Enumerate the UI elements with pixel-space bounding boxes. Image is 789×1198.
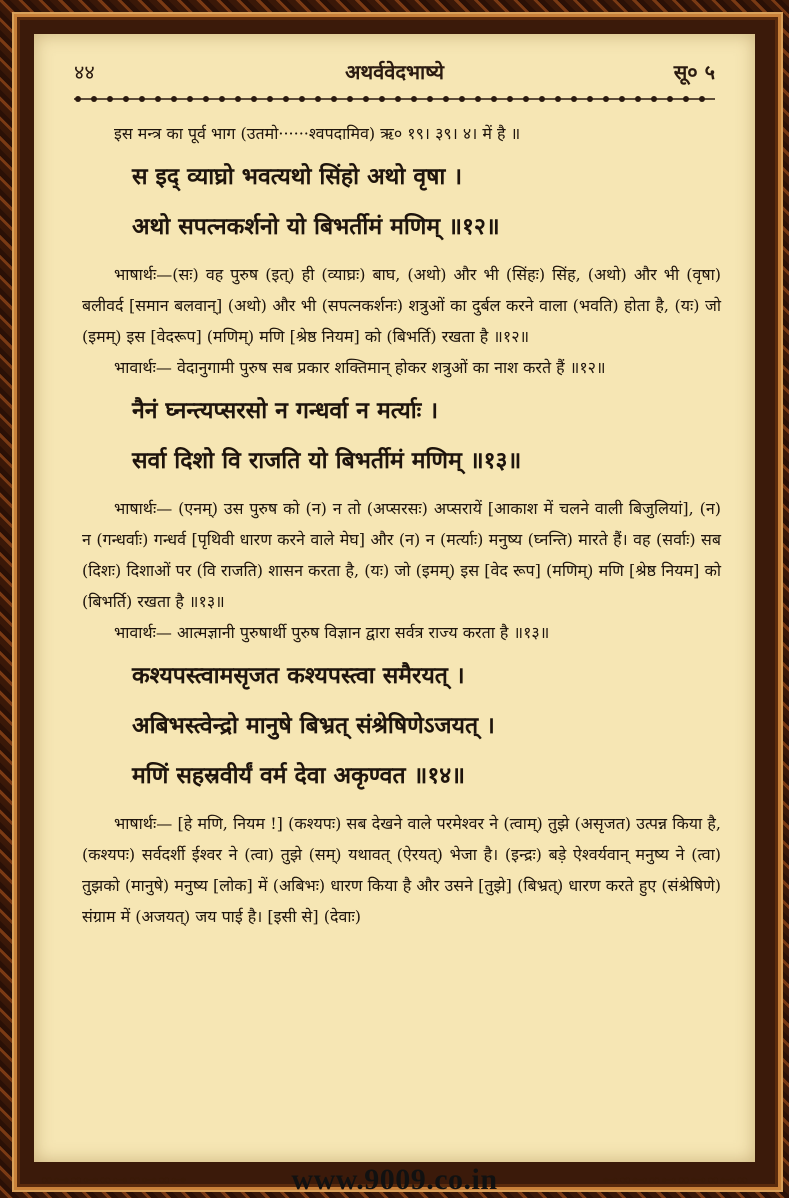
page-header <box>74 56 715 90</box>
page-content <box>82 118 721 932</box>
footer-bar <box>0 1162 789 1198</box>
footer-ornament-right: ⊷∞⊷∞⊷∞⊷∞⊷∞ <box>602 1170 749 1189</box>
footer-website-link[interactable]: www.9009.co.in <box>291 1163 498 1196</box>
footer-ornament-left: ∞⊶∞⊶∞⊶∞⊶∞⊶ <box>40 1170 187 1189</box>
verse-14-line-3: मणिं सहस्रवीर्यं वर्म देवा अकृण्वत ॥१४॥ <box>132 762 466 789</box>
book-page <box>34 34 755 1162</box>
verse-13-line-1: नैनं घ्नन्त्यप्सरसो न गन्धर्वा न मर्त्याः । <box>132 397 439 424</box>
book-title: अथर्ववेदभाष्ये <box>345 60 444 84</box>
bhavarth-12: भावार्थः— वेदानुगामी पुरुष सब प्रकार शक्तिमान् होकर शत्रुओं का नाश करते हैं ॥१२॥ <box>114 358 606 377</box>
bhasharth-14: भाषार्थः— [हे मणि, नियम !] (कश्यपः) सब देखने वाले परमेश्वर ने (त्वाम्) तुझे (असृजत) उत्पन्न किया है, (कश्यपः) सर्वदर्शी ईश्वर ने (त्वा) तुझे (सम्) यथावत् (ऐरयत्) भेजा है। (इन्द्रः) बड़े ऐश्वर्यवान् मनुष्य ने (त्वा) तुझको (मानुषे) मनुष्य [लोक] में (अबिभः) धारण किया है और उसने [तुझे] (बिभ्रत्) धारण करते हुए (संश्रेषिणे) संग्राम में (अजयत्) जय पाई है। [इसी से] (देवाः) <box>82 814 721 926</box>
intro-note: इस मन्त्र का पूर्व भाग (उतमो······श्वपदामिव) ऋ० १९। ३९। ४। में है ॥ <box>114 124 521 143</box>
verse-14-line-2: अबिभस्त्वेन्द्रो मानुषे बिभ्रत् संश्रेषिणेऽजयत् । <box>132 712 495 739</box>
page-number: ४४ <box>74 60 95 84</box>
verse-12-line-2: अथो सपत्नकर्शनो यो बिभर्तीमं मणिम् ॥१२॥ <box>132 213 500 240</box>
verse-12-line-1: स इद् व्याघ्रो भवत्यथो सिंहो अथो वृषा । <box>132 163 463 190</box>
bhasharth-12: भाषार्थः—(सः) वह पुरुष (इत्) ही (व्याघ्रः) बाघ, (अथो) और भी (सिंहः) सिंह, (अथो) और भी (वृषा) बलीवर्द [समान बलवान्] (अथो) और भी (सपत्नकर्शनः) शत्रुओं का दुर्बल करने वाला (भवति) होता है, (यः) जो (इमम्) इस [वेदरूप] (मणिम्) मणि [श्रेष्ठ नियम] को (बिभर्ति) रखता है ॥१२॥ <box>82 265 721 346</box>
verse-13-line-2: सर्वा दिशो वि राजति यो बिभर्तीमं मणिम् ॥१३॥ <box>132 447 522 474</box>
verse-14-line-1: कश्यपस्त्वामसृजत कश्यपस्त्वा समैरयत् । <box>132 662 465 689</box>
bhavarth-13: भावार्थः— आत्मज्ञानी पुरुषार्थी पुरुष विज्ञान द्वारा सर्वत्र राज्य करता है ॥१३॥ <box>114 623 550 642</box>
bhasharth-13: भाषार्थः— (एनम्) उस पुरुष को (न) न तो (अप्सरसः) अप्सरायें [आकाश में चलने वाली बिजुलियां], (न) न (गन्धर्वाः) गन्धर्व [पृथिवी धारण करने वाले मेघ] और (न) न (मर्त्याः) मनुष्य (घ्नन्ति) मारते हैं। वह (सर्वाः) सब (दिशः) दिशाओं पर (वि राजति) शासन करता है, (यः) जो (इमम्) इस [वेद रूप] (मणिम्) मणि [श्रेष्ठ नियम] को (बिभर्ति) रखता है ॥१३॥ <box>82 499 721 611</box>
header-rule-ornament <box>74 94 715 104</box>
sukta-number: सू० ५ <box>673 60 715 84</box>
